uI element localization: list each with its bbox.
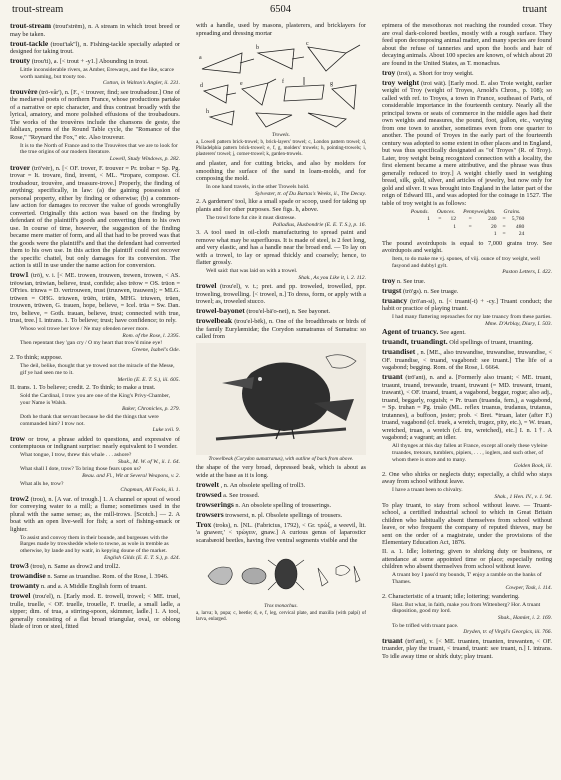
- quote-source: Beau. and Fl., Wit at Several Weapons, v. 2.: [82, 473, 180, 480]
- quote-source: Shak., 1 Hen. IV., v. 1. 94.: [494, 493, 552, 500]
- entry-headword: truant: [382, 372, 403, 382]
- dictionary-entry: [10, 562, 180, 571]
- quote-text: I had many flattering reproaches for my late truancy from these parties.: [392, 314, 552, 321]
- citation-quote: [20, 67, 180, 87]
- trowelbeak-figure: [196, 343, 366, 462]
- troy-table-cell: 1: [493, 231, 497, 237]
- entry-definition: n. See true.: [396, 277, 426, 285]
- citation-quote: [20, 481, 180, 494]
- fig1-label-a: a: [199, 55, 202, 61]
- trox-title: Trox monachus.: [264, 603, 298, 610]
- troy-table-cell: [407, 224, 433, 232]
- troy-table-cell: 480: [515, 223, 525, 230]
- dictionary-entry: [382, 348, 552, 372]
- fig1-label-f: f: [282, 79, 284, 85]
- entry-definition: (trou), n. Same as drow2 and troll2.: [30, 563, 121, 571]
- entry-definition: (trou'el-bēk), n. One of the broadthroats or birds of the family Eurylæmidæ; the Corydon sumatranus of Sumatra: so called from: [196, 318, 366, 341]
- citation-quote: [392, 572, 552, 592]
- dictionary-entry: [10, 22, 180, 38]
- citation-quote: [20, 363, 180, 383]
- troy-table-cell: 24: [518, 231, 525, 237]
- entry-definition: II. a. 1. Idle; loitering; given to shirking duty or business, or attendance at some appointed time or place; especially noting children who absent themselves from school without leave.: [382, 548, 552, 571]
- troy-table-cell: =: [502, 231, 506, 237]
- quote-source: Palladius, Husbondrie (E. E. T. S.), p. 16.: [272, 221, 366, 228]
- dictionary-entry: [10, 40, 180, 56]
- header-left-guideword: trout-stream: [12, 4, 64, 15]
- quote-text: What shall I dote, trow? To bring those fears upon us?: [20, 466, 142, 473]
- entry-headword: trow: [10, 433, 26, 443]
- citation-quote: [392, 256, 552, 276]
- entry-definition: (trou'el-bā'o-net), n. See bayonet.: [246, 308, 331, 316]
- troy-table-cell: 20: [490, 223, 497, 230]
- fig1-label-c: c: [306, 41, 309, 47]
- entry-definition: n. Same as truandise. Rom. of the Rose, l. 3946.: [47, 573, 169, 581]
- troy-table-cell: 240: [488, 216, 497, 222]
- dictionary-entry: [10, 384, 180, 392]
- entry-definition: (troi), a. Short for troy weight.: [396, 69, 474, 77]
- citation-quote: [392, 443, 552, 469]
- dictionary-entry: [382, 637, 552, 661]
- entry-definition: , n. [ME., also truwandise, truwandise, truwandise, < OF. truandise, < truand, vagabond: see truant.] The life of a vagabond; begging. Rom. of the Rose, l. 6664.: [382, 349, 552, 372]
- entry-definition: To play truant, to stay from school without leave. — Truant-school, a certified industrial school to which in Great Britain children who habitually absent themselves from school without leave, or who frequent the company of reputed thieves, may be sent on the order of a magistrate, under the provisions of the Elementary Education Act, 1876.: [382, 501, 552, 547]
- troy-table-header: Pennyweights.: [463, 208, 496, 215]
- entry-headword: trowandise: [10, 571, 46, 581]
- entry-definition: (trö'gs). n. See truage.: [402, 287, 459, 295]
- entry-headword: troy weight: [382, 77, 420, 87]
- dictionary-entry: [10, 57, 180, 66]
- entry-definition: (trou'el), n. [Early mod. E. trowell, trowel; < ME. truel, trulle, truelle, < OF. truelle, trouelle, F. truelle, a small ladle, a sipper; dim. of trua, a stirring-spoon, skimmer, ladle.] 1. A tool, generally consisting of a flat broad triangular, oval, or oblong blade of iron or steel, fitted: [10, 593, 180, 631]
- quote-source: Cowper, Task, i. 114.: [505, 585, 552, 592]
- quote-text: Sold the Cardinal, I trow you are one of the King's Privy-Chamber, your Name is Walsh.: [20, 393, 171, 406]
- dictionary-entry: [196, 521, 366, 545]
- dictionary-entry: [196, 22, 366, 37]
- dictionary-entry: [382, 287, 552, 296]
- troy-table-cell: [444, 231, 459, 239]
- entry-headword: trowanty: [10, 581, 40, 591]
- quote-source: Lowell, Study Windows, p. 282.: [109, 155, 180, 162]
- troy-table-cell: 1: [453, 223, 457, 230]
- header-right-guideword: truant: [522, 4, 547, 15]
- entry-definition: (trout'tak''l), n. Fishing-tackle specially adapted or designed for taking trout.: [10, 40, 180, 55]
- quote-source: Chapman, All Fools, iii. 1.: [120, 487, 180, 494]
- entry-headword: trowel: [196, 281, 217, 291]
- quote-text: In one hand travels, in the other Trowels hold.: [206, 184, 310, 191]
- entry-headword: truandt, truandingt.: [382, 337, 448, 347]
- entry-headword: Trox: [196, 519, 212, 529]
- quote-text: Doth he thank that servant because he did the things that were commanded him? I trow not.: [20, 414, 159, 427]
- quote-text: A truant boy I pass'd my bounds, T' enjoy a ramble on the banks of Thames.: [392, 572, 542, 585]
- dictionary-entry: [382, 297, 552, 313]
- dictionary-entry: [382, 277, 552, 286]
- entry-definition: (trō'vėr), n. [< OF. trover, F. trouver = Pr. trobar = Sp. Pg. trovar = It. trovare, find, invent, < ML. *tropare, compose. Cf. troubadour, trouvère, and treasure-trove.] Properly, the finding of anything; specifically, in law: (a) the gaining possession of personal property, either by finding or otherwise; (b) a common-law action for damages to recover the value of goods wrongfully converted. Originally this action was based on the finding by defendant of the plaintiff's goods and converting them to his own use. In course of time, however, the suggestion of the finding became mere matter of form, and all that had to be proved was that the goods were the plaintiff's and that the defendant had converted them to his own use. In this action the plaintiff could not recover the specific chattel, but only damages for its conversion. The action is still in use under the name action for conversion.: [10, 164, 180, 270]
- entry-headword: troy: [382, 275, 396, 285]
- dictionary-entry: [382, 328, 552, 337]
- citation-quote: [20, 326, 180, 339]
- dictionary-entry: [196, 481, 366, 490]
- quote-text: Little inconsiderable rivers, as Amber, Erewasys, and the like, scarce worth naming, but trouty too.: [20, 67, 175, 80]
- entry-definition: The pound avoirdupois is equal to 7,000 grains troy. See avoirdupois and weight.: [382, 239, 552, 254]
- dictionary-entry: [196, 464, 366, 479]
- dictionary-entry: [196, 282, 366, 306]
- column-2: [196, 22, 366, 774]
- entry-headword: trouty: [10, 56, 31, 65]
- quote-source: Shak., As you Like it, i. 2. 112.: [298, 274, 366, 281]
- entry-headword: trowserings: [196, 499, 234, 509]
- dictionary-entry: [10, 495, 180, 534]
- entry-definition: 2. To think; suppose.: [10, 354, 63, 362]
- dictionary-entry: [10, 88, 180, 142]
- dictionary-entry: [382, 548, 552, 571]
- troy-table-header: Pounds.: [410, 208, 429, 215]
- quote-text: What alls he, trow?: [20, 480, 64, 487]
- dictionary-entry: [10, 592, 180, 631]
- page-header: [0, 4, 561, 18]
- troy-table-cell: =: [468, 223, 472, 230]
- trowels-title: Trowels.: [272, 132, 290, 138]
- entry-headword: trow1: [10, 270, 29, 280]
- entry-definition: (trou'el), v. t.; pret. and pp. troweled, trowelled, ppr. troweling, trowelling. [< trowel, n.] To dress, form, or apply with a trowel; as, troweled stucco.: [196, 283, 366, 306]
- dictionary-entry: [196, 491, 366, 500]
- dictionary-entry: [10, 271, 180, 325]
- troy-table-header: Ounces.: [436, 208, 456, 215]
- fig1-label-d: d: [200, 83, 203, 89]
- dictionary-entry: [382, 593, 552, 601]
- entry-definition: 2. One who shirks or neglects duty; especially, a child who stays away from school without leave.: [382, 470, 552, 486]
- troy-table-cell: =: [438, 216, 442, 222]
- citation-quote: [20, 414, 180, 434]
- dictionary-entry: [382, 471, 552, 486]
- dictionary-entry: [196, 160, 366, 183]
- entry-definition: and plaster, and for cutting bricks, and also by molders for smoothing the surface of the sand in loam-molds, and for composing the mold.: [196, 160, 366, 183]
- quote-source: English Gilds (E. E. T. S.), p. 424.: [103, 554, 180, 561]
- entry-headword: Agent of truancy.: [382, 327, 439, 337]
- entry-headword: troy: [382, 67, 396, 77]
- quote-text: Whoso wol trowe her love / Ne may ofenden never more.: [20, 326, 149, 333]
- dictionary-entry: [10, 435, 180, 451]
- dictionary-entry: [196, 501, 366, 510]
- citation-quote: [20, 340, 180, 353]
- quote-source: Greene, Isabel's Ode.: [131, 346, 180, 353]
- troy-table-cell: [433, 231, 445, 239]
- dictionary-entry: [382, 373, 552, 442]
- entry-headword: trout-stream: [10, 22, 52, 30]
- quote-text: The deil, belike, thought that ye trowed not the miracle of the Messe, gif ye had seen me to it.: [20, 363, 175, 377]
- troy-table-cell: =: [502, 223, 506, 230]
- citation-quote: [20, 143, 180, 163]
- citation-quote: [206, 268, 366, 281]
- entry-definition: n. and a. A Middle English form of truant.: [40, 583, 147, 591]
- troy-table-header: Grains.: [503, 208, 521, 215]
- entry-definition: 3. A tool used in oil-cloth manufacturing to spread paint and remove what may be superfluous. It is made of steel, is 2 feet long, and very elastic, and has a handle near the broad end. — To lay on with a trowel, to lay or spread thickly and coarsely; hence, to flatter grossly.: [196, 229, 366, 267]
- citation-quote: [392, 623, 552, 636]
- entry-headword: trover: [10, 162, 31, 172]
- fig1-label-b: b: [256, 45, 259, 51]
- citation-quote: [20, 452, 180, 465]
- citation-quote: [20, 535, 180, 561]
- entry-definition: (troks), n. [NL. (Fabricius, 1792), < Gr. τρώξ, a weevil, lit. 'a gnawer,' < τρώγειν, gnaw.] A curious genus of laparosticr scarabæoid beetles, having five ventral segments visible and the: [196, 521, 366, 544]
- page-number: 6504: [270, 4, 291, 15]
- troy-weight-table: [407, 209, 528, 239]
- entry-headword: trowelt: [196, 479, 220, 489]
- entry-headword: trouvère: [10, 86, 38, 96]
- entry-definition: the shape of the very broad, depressed beak, which is about as wide at the base as it is long.: [196, 464, 366, 479]
- entry-headword: trowel-bayonet: [196, 306, 245, 316]
- quote-source: Rom. of the Rose, l. 2395.: [122, 332, 180, 339]
- citation-quote: [20, 393, 180, 413]
- quote-source: Luke xvii. 9.: [152, 427, 180, 434]
- entry-definition: (trö'an-si), n. [< truant(-t) + -cy.] Truant conduct; the habit or practice of playing truant.: [382, 297, 552, 313]
- dictionary-entry: [382, 240, 552, 255]
- quote-text: What tongue, I trow, threw this whale . . . ashore?: [20, 452, 132, 459]
- dictionary-entry: [382, 22, 552, 67]
- troy-table-cell: [433, 224, 445, 232]
- dictionary-entry: [382, 338, 552, 347]
- quote-text: It is to the North of France and to the Trouvères that we are to look for the true origins of our modern literature.: [20, 142, 178, 156]
- dictionary-entry: [10, 354, 180, 362]
- citation-quote: [392, 487, 552, 500]
- citation-quote: [392, 602, 552, 622]
- troy-table-cell: 1: [427, 216, 430, 222]
- quote-source: Baker, Chronicles, p. 279.: [121, 406, 180, 413]
- trox-beetle-illustration: [196, 546, 366, 602]
- quote-text: All thynges at this day fallen at France, except all onely these vyleine truandes, tretours, tumblers, pipiers, . . . , ioglers, and such other, of whom there is store and to many.: [392, 443, 548, 463]
- quote-source: Sylvester, tr. of Du Bartas's Weeks, ii., The Decay.: [255, 190, 366, 197]
- citation-quote: [206, 215, 366, 228]
- entry-definition: a. See trossed.: [223, 491, 260, 499]
- entry-definition: or trow, a phrase added to questions, and expressive of contemptuous or indignant surprise: nearly equivalent to I wonder.: [10, 435, 180, 451]
- quote-source: Paston Letters, I. 422.: [502, 269, 552, 276]
- entry-headword: trowsers: [196, 509, 224, 519]
- fig1-label-e: e: [240, 81, 243, 87]
- quote-source: Dryden, tr. of Virgil's Georgics, iii. 766.: [463, 629, 552, 636]
- fig1-label-h: h: [206, 109, 209, 115]
- dictionary-entry: [10, 164, 180, 270]
- quote-text: The trowl forte fut cite it must distresse.: [206, 214, 296, 221]
- entry-headword: trowelbeak: [196, 316, 233, 326]
- troy-table-cell: [407, 231, 433, 239]
- entry-headword: trow3: [10, 561, 29, 571]
- trowels-caption: a, Lowell pattern brick-trowel; b, brick-layers' trowel; c, London pattern trowel; d, Philadelphia pattern brick-trowel; e, f, g, molders' trowels; h, pointing-trowels; i, plasterers' trowel; j, corner-trowel; k, garden-trowels.: [196, 140, 366, 158]
- citation-quote: [392, 314, 552, 327]
- troy-table-cell: [459, 231, 475, 239]
- quote-text: To assist and convoy them in their bounde, and burgesses with the Barges made by trowshedde whele to towne, as wole in tremble as otherwise, by lande and by watir, in kepying doune of the market.: [20, 534, 169, 555]
- dictionary-entry: [10, 572, 180, 581]
- entry-definition: (trö-vâr'), n. [F., < trouver, find; see troubadour.] One of the mediæval poets of northern France, whose productions partake of a narrative or epic character, and thus contrast broadly with the lyrical, amatory, and more polished effusions of the troubadours. The works of the trouvères include the chansons de geste, the fabliaux, poems of the Round Table cycle, the "Romance of the Rose," "Reynard the Fox," etc. Also trouveur.: [10, 88, 180, 141]
- entry-headword: trugst: [382, 285, 402, 295]
- quote-source: Shak., Hamlet, i. 2. 169.: [497, 615, 552, 621]
- citation-quote: [206, 184, 366, 197]
- entry-definition: epimera of the mesothorax not reaching the rounded coxæ. They are oval dark-colored beetles, mostly with a rough surface. They feed upon decomposing animal matter, and many species are found about the refuse of tanneries and upon the hoofs and hair of decaying animals. About 100 species are known, of which about 20 are found in the United States, as T. monachus.: [382, 22, 552, 67]
- trox-figure: [196, 546, 366, 623]
- entry-definition: (troi wāt). [Early mod. E. also Troie weight, earlier weight of Troy (weight of Troyes, Arnold's Chron., p. 108); so called with ref. to Troyes, a town in France, southeast of Paris, of considerable importance in the fourteenth century. Nearly all the principal towns or seats of commerce in the middle ages had their own weights and measures, the pound, foot, gallon, etc., varying from one town to another, sometimes even from one quarter to another. The pound of Troyes in the early part of the fourteenth century was adopted to some extent in other places and in England, but was thus specifically designated as "of Troyes" (R. of Troy). Later, troy weight being recognized connection with a locality, the first element became a mere attributive, and the phrase was thus generally reduced to troy.] A weight chiefly used in weighing bread, silk, gold, silver, and articles of jewelry, but now only for gold and silver. It was brought into England in the latter part of the reign of Edward III., and was adopted for the coinage in 1527. The table of troy weight is as follows:: [382, 79, 552, 207]
- fig1-label-g: g: [330, 81, 333, 87]
- dictionary-entry: [382, 502, 552, 547]
- quote-source: Mme. D'Arblay, Diary, I. 503.: [485, 320, 552, 327]
- dictionary-entry: [196, 198, 366, 213]
- entry-definition: (trö'ant), v. [< ME. truanten, truanten, truwanten, < OF. truander, play the truant, < truand, truant: see truant, n.] I. intrans. To idle away time or shirk duty; play truant.: [382, 637, 552, 660]
- dictionary-entry: [196, 317, 366, 341]
- quote-text: Then repentant they 'gan cry / O my heart that trow'd mine eye!: [20, 340, 163, 347]
- troy-table-cell: =: [468, 216, 472, 222]
- column-1: [10, 22, 180, 774]
- dictionary-entry: [196, 229, 366, 267]
- citation-quote: [20, 466, 180, 479]
- quote-source: Golden Book, iii.: [513, 463, 552, 470]
- entry-definition: , n. An obsolete spelling of troll3.: [220, 481, 306, 489]
- dictionary-entry: [10, 582, 180, 591]
- entry-definition: (trö'ant), n. and a. [Formerly also truant; < ME. truant, truaunt, truand, trewaude, truant, truwant (= MD. truwant, truant, trawant), < OF. truand, truant, a vagabond, beggar, rogue; also adj., truand, beggarly, roguish; = Pr. truan (truanda, fem.), a vagabond, = Sp. truhan = Pg. truão (ML. reflex truanus, trudanus, trutanus, trutannes), a buffoon, jester; prob. < Bret. *truan, later (after F.) truand, vagabond (cf. truek, a wretch, trugez, pity, etc.), = W. truan, wretched, truan, a wretch (cf. tru, wretched), etc.] I. n. 1†. A vagabond; a vagrant; an idler.: [382, 374, 552, 442]
- entry-definition: See agent.: [439, 329, 466, 337]
- trowelbeak-caption: Trowelbeak (Corydon sumatranus), with outline of back from above.: [208, 455, 354, 462]
- entry-headword: truant: [382, 635, 403, 645]
- trowels-illustration: [196, 39, 366, 131]
- troy-table-cell: 5,760: [511, 216, 525, 222]
- quote-source: Merlin (E. E. T. S.), iii. 605.: [117, 376, 180, 383]
- quote-text: To be trifled with truant pace.: [392, 622, 459, 629]
- trowelbeak-bird-illustration: [196, 343, 366, 455]
- entry-headword: trout-tackle: [10, 38, 49, 48]
- entry-definition: (trou), n. [A var. of trough.] 1. A channel or spout of wood for conveying water to a mill; a flume; sometimes used in the plural with the same sense; as, the mill-trows. [Scotch.] — 2. A boat with an open live-well for fish; a sort of fishing-smack or lighter.: [10, 495, 180, 533]
- dictionary-entry: [196, 307, 366, 316]
- trowels-figure: [196, 39, 366, 158]
- entry-headword: trowel: [10, 591, 31, 601]
- entry-definition: Old spellings of truant, truanting.: [449, 339, 534, 347]
- quote-text: Hast. But what, in faith, make you from Wittenberg? Hor. A truant disposition, good my lord.: [392, 601, 541, 615]
- entry-definition: (trout'strēm), n. A stream in which trout breed or may be taken.: [10, 23, 180, 38]
- troy-table-cell: 12: [450, 216, 457, 222]
- entry-definition: 2. Characteristic of a truant; idle; loitering; wandering.: [382, 592, 520, 600]
- dictionary-entry: [382, 79, 552, 208]
- quote-text: Item, to do make me vj. spones, of viij. ounce of troy weight, well fasyond and dubbyl gylt.: [392, 256, 540, 269]
- entry-definition: (trō), v. i. [< ME. trowen, trouwen, trewen, trowen, < AS. trēowian, trūwian, believe, trust, confide; also trēow = OS. trūon = OFries. triuwa = D. vertrouwen, trust (truuwen, trauwen); = MLG. trūwen = OHG. triuwen, trūēn, trūēn, MHG. triuwen, trūen, trouwen, trūwen, G. trauen, hope, believe, = Icel. trūa = Sw. Dan. tro, believe, = Goth. trauan, believe, trust; connected with true, trust, tree.] I. intrans. 1. To believe; trust; have confidence; to rely.: [10, 272, 180, 325]
- entry-definition: II. trans. 1. To believe; credit. 2. To think; to make a trust.: [10, 384, 156, 392]
- quote-source: Cotton, in Walton's Angler, ii. 231.: [102, 80, 180, 87]
- entry-headword: trow2: [10, 493, 29, 503]
- entry-definition: (trou'ti), a. [< trout + -y1.] Abounding in trout.: [31, 58, 149, 65]
- entry-headword: trowsed: [196, 489, 222, 499]
- quote-source: Shak., M. W. of W., ii. 1. 64.: [117, 458, 180, 465]
- quote-text: Well said: that was laid on with a trowel.: [206, 268, 298, 275]
- entry-definition: 2. A gardeners' tool, like a small spade or scoop, used for taking up plants and for other purposes. See figs. h, above.: [196, 198, 366, 213]
- column-3: [382, 22, 552, 774]
- entry-definition: trowserst, n. pl. Obsolete spellings of trousers.: [225, 511, 343, 519]
- dictionary-entry: [382, 69, 552, 78]
- entry-headword: truandiset: [382, 347, 416, 357]
- entry-definition: n. An obsolete spelling of trouserings.: [235, 501, 332, 509]
- troy-table-cell: =: [502, 216, 506, 222]
- trox-caption: a, larva; b, pupa; c, beetle; d, e, f, leg, cervical plate, and maxilla (with palpi) of larva, enlarged.: [196, 611, 366, 623]
- entry-definition: with a handle, used by masons, plasterers, and bricklayers for spreading and dressing mortar: [196, 22, 366, 37]
- dictionary-entry: [196, 511, 366, 520]
- entry-headword: truancy: [382, 295, 408, 305]
- quote-text: I have a truant been to chivalry.: [392, 487, 463, 494]
